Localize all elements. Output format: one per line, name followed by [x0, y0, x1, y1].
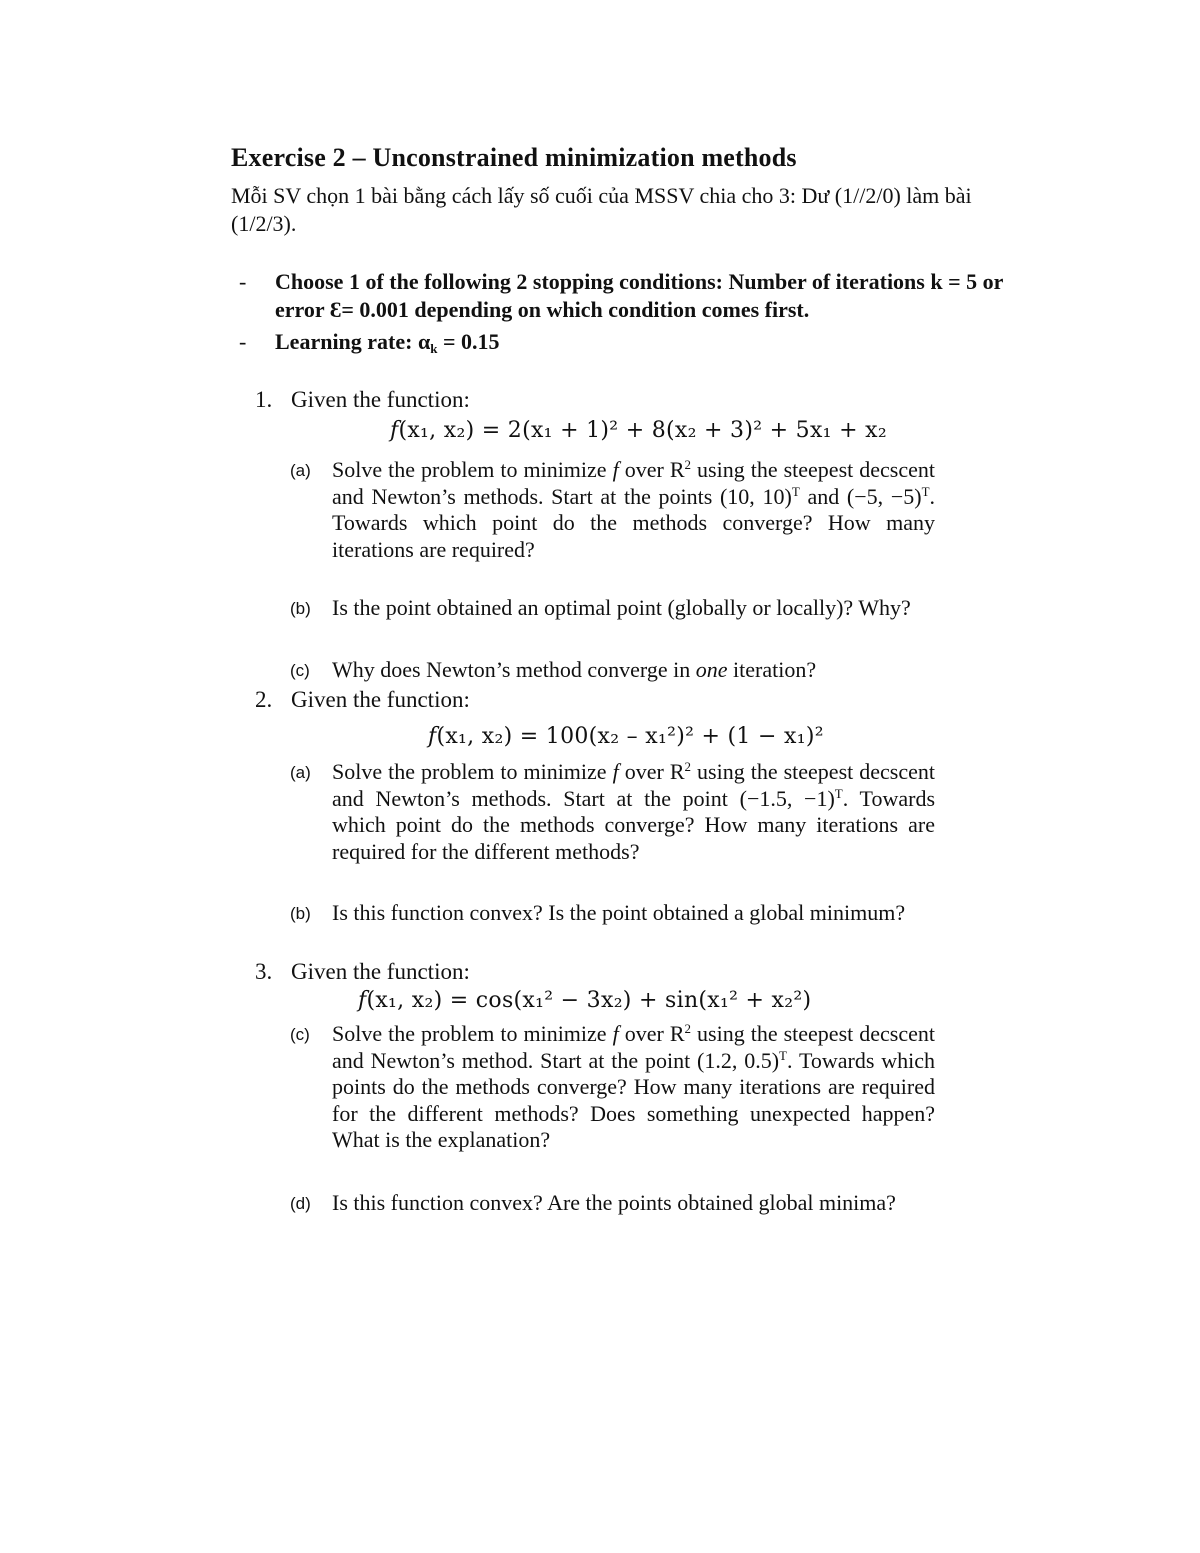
alpha-symbol: α [417, 329, 431, 354]
part-text: Is this function convex? Are the points obtained global minima? [332, 1190, 896, 1215]
part-label: (c) [290, 1025, 310, 1044]
formula-args: (x₁, x₂) = [398, 418, 508, 443]
problem-1-heading [255, 385, 1035, 415]
problem-number: 3. [255, 959, 273, 984]
formula-2 [428, 724, 824, 749]
part-label: (a) [290, 461, 311, 480]
intro-paragraph: Mỗi SV chọn 1 bài bằng cách lấy số cuối của MSSV chia cho 3: Dư (1//2/0) làm bài (1/2/3). [231, 183, 972, 236]
problem-1-part-c [290, 657, 1035, 684]
problem-3-part-c [290, 1021, 1035, 1154]
formula-body: 2(x₁ + 1)² + 8(x₂ + 3)² + 5x₁ + x₂ [507, 418, 887, 443]
problem-2-part-b [290, 900, 1035, 927]
problem-number: 2. [255, 687, 273, 712]
learning-rate-item [231, 328, 1036, 356]
part-label: (b) [290, 904, 311, 923]
formula-body: cos(x₁² − 3x₂) + sin(x₁² + x₂²) [475, 988, 812, 1013]
stopping-condition-item [231, 268, 1036, 324]
part-text: Solve the problem to minimize f over $R^2$ using the steepest decscent and Newton’s methods. Start at the points (10, 10)$^T$ and (−5, −5)$^T$. Towards which point do the methods converge? How many iterations are required? [332, 457, 936, 562]
problem-1-part-b [290, 595, 1035, 622]
part-text: Solve the problem to minimize f over $R^2$ using the steepest decscent and Newton’s methods. Start at the point (−1.5, −1)$^T$. Towards which point do the methods converge? How many iterations are required for the different methods? [332, 759, 936, 864]
problem-3-heading [255, 957, 1035, 987]
learning-rate-value: = 0.15 [437, 329, 500, 354]
formula-body: 100(x₂ – x₁²)² + (1 − x₁)² [545, 724, 824, 749]
formula-3 [358, 988, 811, 1013]
formula-args: (x₁, x₂) = [436, 724, 546, 749]
learning-rate-label: Learning rate: [275, 329, 418, 354]
problem-number: 1. [255, 387, 273, 412]
formula-args: (x₁, x₂) = [366, 988, 476, 1013]
formula-f: f [428, 724, 437, 749]
formula-1 [390, 418, 887, 443]
problem-heading: Given the function: [291, 687, 470, 712]
part-label: (b) [290, 599, 311, 618]
problem-heading: Given the function: [291, 959, 470, 984]
bullet-dash: - [239, 329, 247, 354]
problem-2-part-a [290, 759, 1035, 865]
formula-f: f [390, 418, 399, 443]
part-text: Is this function convex? Is the point obtained a global minimum? [332, 900, 906, 925]
part-text: Solve the problem to minimize f over $R^2$ using the steepest decscent and Newton’s method. Start at the point (1.2, 0.5)$^T$. Towards which points do the methods converge? How many iterations are required for the different methods? Does something unexpected happen? What is the explanation? [332, 1021, 936, 1152]
page-title: Exercise 2 – Unconstrained minimization methods [231, 143, 797, 172]
bullet-dash: - [239, 269, 247, 294]
part-text: Is the point obtained an optimal point (globally or locally)? Why? [332, 595, 911, 620]
part-label: (a) [290, 763, 311, 782]
problem-1-part-a [290, 457, 1035, 563]
problem-3-part-d [290, 1190, 1035, 1217]
formula-f: f [358, 988, 367, 1013]
problem-heading: Given the function: [291, 387, 470, 412]
conditions-list [231, 268, 1036, 360]
part-label: (c) [290, 661, 310, 680]
problem-2-heading [255, 685, 1035, 715]
stopping-condition-text: Choose 1 of the following 2 stopping conditions: Number of iterations k = 5 or error Ɛ= 0.001 depending on which condition comes first. [275, 269, 1003, 322]
part-label: (d) [290, 1194, 311, 1213]
alpha-subscript: k [430, 341, 438, 356]
part-text: Why does Newton’s method converge in one iteration? [332, 657, 817, 682]
